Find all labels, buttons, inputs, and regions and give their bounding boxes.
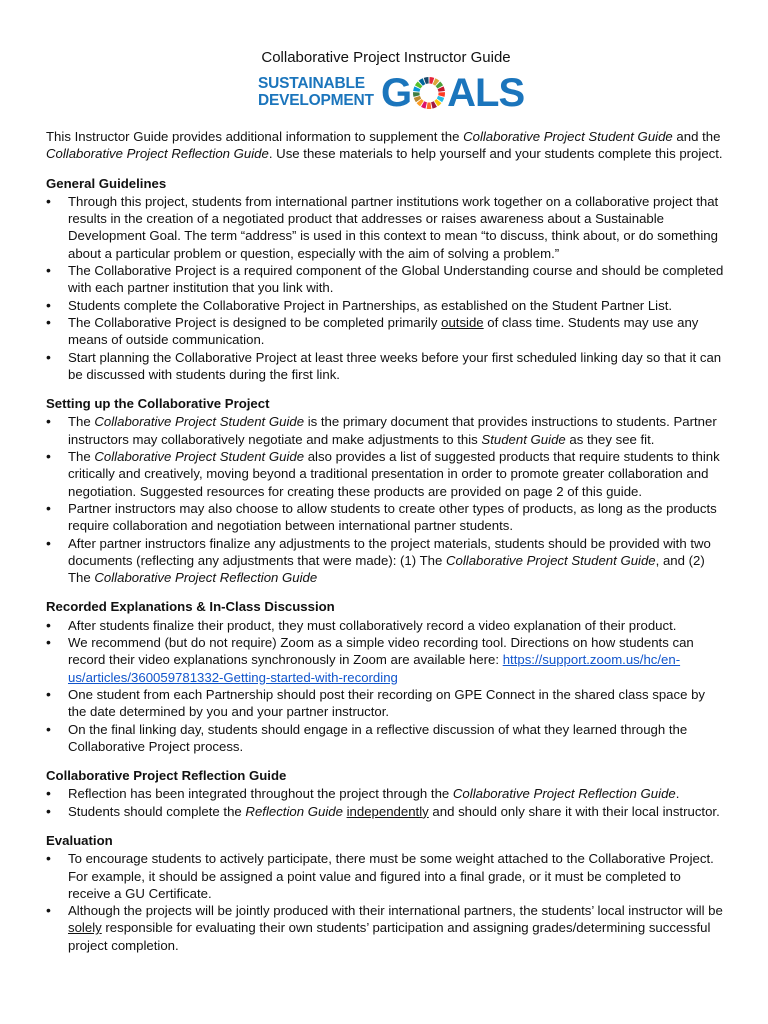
list-item-doc-ref: Collaborative Project Reflection Guide <box>94 570 318 586</box>
list-item-text: We recommend (but do not require) Zoom as a simple video recording tool. Directions on how students can record their video explanations synchronously in Zoom are available here: <box>68 635 694 668</box>
list-item <box>46 413 726 448</box>
list-item-doc-ref: Collaborative Project Student Guide <box>94 414 305 430</box>
reflection-list <box>46 785 726 820</box>
sdg-logo <box>258 72 558 114</box>
list-item-text: also provides a list of suggested products that require students to think critically and creatively, moving beyond a traditional presentation in order to promote greater collaboration and negotiation. Suggested resources for creating these products are provided on page 2 of this guide. <box>68 449 720 499</box>
list-item: • One student from each Partnership should post their recording on GPE Connect in the shared class space by the date determined by you and your partner instructor. <box>46 686 726 721</box>
list-item-text: The <box>68 449 95 465</box>
list-item-doc-ref: Reflection Guide <box>245 803 343 819</box>
sdg-logo-words <box>258 75 382 109</box>
list-item: • To encourage students to actively participate, there must be some weight attached to the Collaborative Project. For example, it should be assigned a point value and figured into a final grade, or it must be completed to receive a GU Certificate. <box>46 850 726 902</box>
sdg-wheel-icon <box>412 76 446 110</box>
section-heading-general: General Guidelines <box>46 175 167 191</box>
intro-text: and the <box>672 129 721 144</box>
list-item <box>46 634 726 686</box>
list-item-text: and should only share it with their local instructor. <box>428 803 720 819</box>
list-item: • Start planning the Collaborative Project at least three weeks before your first scheduled linking day so that it can be discussed with students during the first link. <box>46 349 726 384</box>
intro-paragraph <box>46 128 726 163</box>
list-item <box>46 448 726 500</box>
list-item-emphasis: independently <box>346 803 429 819</box>
intro-text: . Use these materials to help yourself and your students complete this project. <box>268 146 723 162</box>
sdg-logo-line1: SUSTAINABLE <box>258 75 365 92</box>
list-item-text: is the primary document that provides instructions to students. Partner instructors may collaboratively negotiate and make adjustments to this <box>68 414 717 447</box>
list-item-text: Reflection has been integrated throughout the project through the <box>68 786 453 802</box>
list-item-text: Although the projects will be jointly produced with their international partners, the students’ local instructor will be <box>68 903 723 919</box>
list-item-doc-ref: Collaborative Project Student Guide <box>445 552 656 568</box>
list-item: • After students finalize their product, they must collaboratively record a video explanation of their product. <box>46 617 726 634</box>
section-heading-evaluation: Evaluation <box>46 832 113 848</box>
setup-list <box>46 413 726 586</box>
section-heading-reflection: Collaborative Project Reflection Guide <box>46 768 287 784</box>
general-list <box>46 193 726 383</box>
recorded-list <box>46 617 726 755</box>
list-item-text: Students should complete the <box>68 803 246 819</box>
list-item: • The Collaborative Project is a required component of the Global Understanding course and should be completed with each partner institution that you link with. <box>46 262 726 297</box>
list-item-emphasis: outside <box>441 314 484 330</box>
list-item-doc-ref: Collaborative Project Student Guide <box>94 449 305 465</box>
list-item-text: The Collaborative Project is designed to be completed primarily <box>68 314 442 330</box>
document-title: Collaborative Project Instructor Guide <box>261 49 511 66</box>
sdg-logo-line2: DEVELOPMENT <box>258 92 374 109</box>
list-item-text: as they see fit. <box>565 431 655 447</box>
sdg-logo-g: G <box>381 71 412 115</box>
evaluation-list <box>46 850 726 954</box>
list-item <box>46 314 726 349</box>
section-heading-recorded: Recorded Explanations & In-Class Discussion <box>46 599 335 615</box>
sdg-logo-goals <box>381 72 524 114</box>
sdg-wheel-segment <box>438 92 445 97</box>
sdg-wheel-segment <box>413 92 420 97</box>
intro-text: This Instructor Guide provides additional information to supplement the <box>46 129 464 144</box>
sdg-wheel-segment <box>427 102 432 109</box>
list-item-text: responsible for evaluating their own students’ participation and assigning grades/determining successful project completion. <box>68 920 711 953</box>
sdg-logo-als: ALS <box>447 71 525 115</box>
list-item-text: , and (2) The <box>68 552 705 586</box>
list-item: • Students complete the Collaborative Project in Partnerships, as established on the Student Partner List. <box>46 297 726 314</box>
intro-doc-ref: Collaborative Project Student Guide <box>463 129 673 144</box>
list-item-text: . <box>675 786 680 802</box>
list-item <box>46 535 726 587</box>
zoom-recording-link[interactable]: https://support.zoom.us/hc/en-us/articles/360059781332-Getting-started-with-recording <box>68 652 681 685</box>
list-item <box>46 902 726 954</box>
document-body <box>46 128 726 954</box>
section-heading-setup: Setting up the Collaborative Project <box>46 396 270 412</box>
list-item-emphasis: solely <box>68 920 102 936</box>
list-item-doc-ref: Student Guide <box>481 431 566 447</box>
list-item: • Partner instructors may also choose to allow students to create other types of products, as long as the products require collaboration and negotiation between international partner students. <box>46 500 726 535</box>
list-item-text: The <box>68 414 95 430</box>
intro-doc-ref: Collaborative Project Reflection Guide <box>46 146 269 162</box>
list-item <box>46 803 726 820</box>
list-item: • Through this project, students from international partner institutions work together on a collaborative project that results in the creation of a negotiated product that addresses or raises awareness about a Sustainable Development Goal. The term “address” is used in this context to mean “to discuss, think about, or do something about a particular problem or question, especially with the aim of solving a problem.” <box>46 193 726 262</box>
list-item <box>46 785 726 802</box>
list-item-text: of class time. Students may use any means of outside communication. <box>68 314 699 348</box>
list-item: • On the final linking day, students should engage in a reflective discussion of what they learned through the Collaborative Project process. <box>46 721 726 756</box>
list-item-doc-ref: Collaborative Project Reflection Guide <box>452 786 676 802</box>
list-item-text: After partner instructors finalize any adjustments to the project materials, students should be provided with two documents (reflecting any adjustments that were made): (1) The <box>68 535 711 568</box>
